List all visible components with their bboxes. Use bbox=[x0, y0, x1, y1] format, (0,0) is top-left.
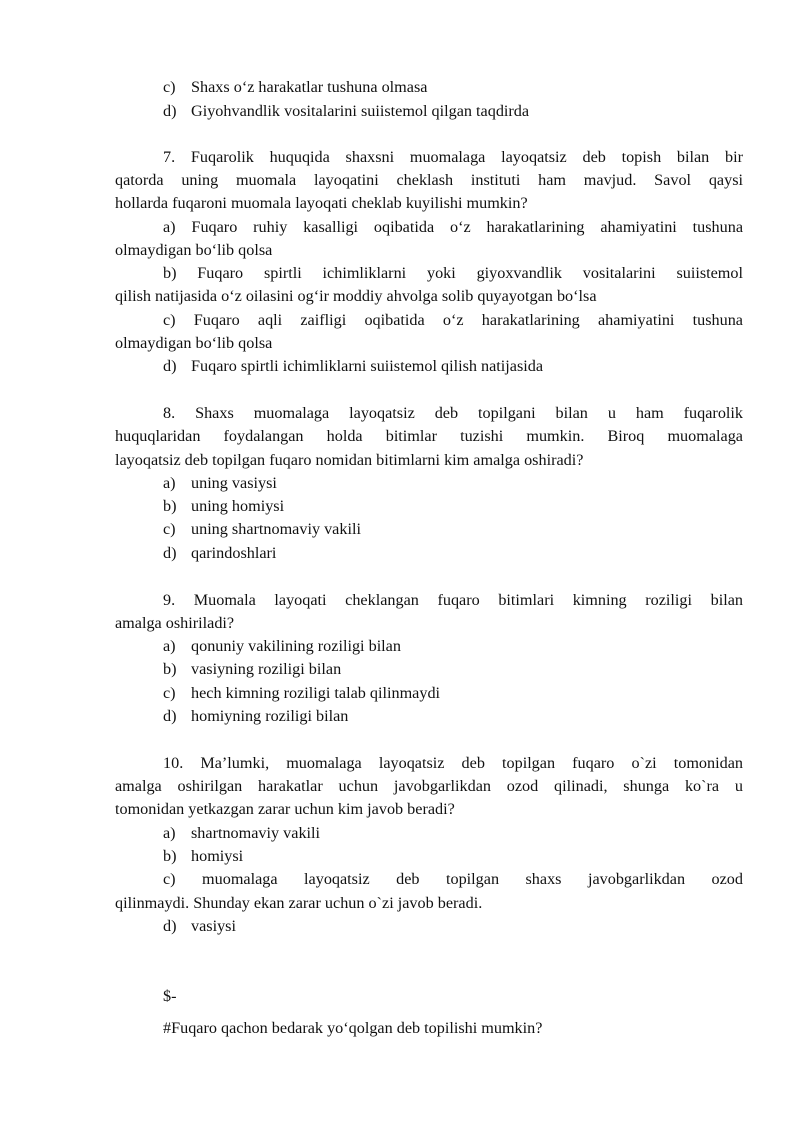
question-8-line-2: huquqlaridan foydalangan holda bitimlar tuzishi mumkin. Biroq muomalaga bbox=[115, 427, 743, 445]
option-text: uning vasiysi bbox=[191, 474, 277, 492]
option-letter: c) bbox=[163, 684, 176, 702]
option-letter: c) bbox=[163, 520, 176, 538]
list-item bbox=[163, 356, 743, 376]
option-letter: d) bbox=[163, 544, 177, 562]
list-item bbox=[163, 823, 743, 843]
option-text: shartnomaviy vakili bbox=[191, 824, 321, 842]
option-letter: d) bbox=[163, 707, 177, 725]
option-text: homiyning roziligi bilan bbox=[191, 707, 349, 725]
q7-option-a-line-1: a) Fuqaro ruhiy kasalligi oqibatida o‘z harakatlarining ahamiyatini tushuna bbox=[163, 218, 743, 236]
option-letter: b) bbox=[163, 847, 177, 865]
list-item bbox=[163, 659, 743, 679]
option-text: Giyohvandlik vositalarini suiistemol qilgan taqdirda bbox=[191, 102, 530, 120]
list-item bbox=[163, 916, 743, 936]
option-letter: d) bbox=[163, 357, 177, 375]
q7-option-b-line-2: qilish natijasida o‘z oilasini og‘ir moddiy ahvolga solib quyayotgan bo‘lsa bbox=[115, 287, 597, 305]
q7-option-b-line-1: b) Fuqaro spirtli ichimliklarni yoki giyoxvandlik vositalarini suiistemol bbox=[163, 264, 743, 282]
option-letter: a) bbox=[163, 474, 176, 492]
question-7-line-1: 7. Fuqarolik huquqida shaxsni muomalaga layoqatsiz deb topish bilan bir bbox=[163, 148, 743, 166]
option-text: homiysi bbox=[191, 847, 244, 865]
next-question-title: #Fuqaro qachon bedarak yo‘qolgan deb topilishi mumkin? bbox=[163, 1019, 543, 1037]
question-9-line-2: amalga oshiriladi? bbox=[115, 614, 235, 632]
option-text: uning homiysi bbox=[191, 497, 285, 515]
question-10-line-2: amalga oshirilgan harakatlar uchun javobgarlikdan ozod qilinadi, shunga ko`ra u bbox=[115, 777, 743, 795]
list-item bbox=[163, 77, 743, 97]
option-text: hech kimning roziligi talab qilinmaydi bbox=[191, 684, 441, 702]
list-item bbox=[163, 683, 743, 703]
q7-option-a-line-2: olmaydigan bo‘lib qolsa bbox=[115, 241, 273, 259]
option-letter: b) bbox=[163, 660, 177, 678]
option-text: vasiyning roziligi bilan bbox=[191, 660, 342, 678]
list-item bbox=[163, 101, 743, 121]
option-letter: b) bbox=[163, 497, 177, 515]
option-text: Shaxs o‘z harakatlar tushuna olmasa bbox=[191, 78, 428, 96]
list-item bbox=[163, 519, 743, 539]
question-7-line-2: qatorda uning muomala layoqatini cheklash instituti ham mavjud. Savol qaysi bbox=[115, 171, 743, 189]
q7-option-c-line-1: c) Fuqaro aqli zaifligi oqibatida o‘z harakatlarining ahamiyatini tushuna bbox=[163, 311, 743, 329]
list-item bbox=[163, 636, 743, 656]
option-text: Fuqaro spirtli ichimliklarni suiistemol qilish natijasida bbox=[191, 357, 544, 375]
option-text: qarindoshlari bbox=[191, 544, 277, 562]
q10-option-c-line-1: c) muomalaga layoqatsiz deb topilgan shaxs javobgarlikdan ozod bbox=[163, 870, 743, 888]
question-8-line-3: layoqatsiz deb topilgan fuqaro nomidan bitimlarni kim amalga oshiradi? bbox=[115, 451, 584, 469]
option-text: uning shartnomaviy vakili bbox=[191, 520, 361, 538]
question-7-line-3: hollarda fuqaroni muomala layoqati cheklab kuyilishi mumkin? bbox=[115, 194, 528, 212]
list-item bbox=[163, 706, 743, 726]
q7-option-c-line-2: olmaydigan bo‘lib qolsa bbox=[115, 334, 273, 352]
question-9-line-1: 9. Muomala layoqati cheklangan fuqaro bitimlari kimning roziligi bilan bbox=[163, 591, 743, 609]
list-item bbox=[163, 473, 743, 493]
option-letter: d) bbox=[163, 102, 177, 120]
question-separator: $- bbox=[163, 987, 177, 1005]
option-letter: c) bbox=[163, 78, 176, 96]
question-10-line-3: tomonidan yetkazgan zarar uchun kim javob beradi? bbox=[115, 800, 455, 818]
q10-option-c-line-2: qilinmaydi. Shunday ekan zarar uchun o`zi javob beradi. bbox=[115, 894, 483, 912]
question-10-line-1: 10. Ma’lumki, muomalaga layoqatsiz deb topilgan fuqaro o`zi tomonidan bbox=[163, 754, 743, 772]
list-item bbox=[163, 846, 743, 866]
list-item bbox=[163, 496, 743, 516]
option-letter: a) bbox=[163, 637, 176, 655]
option-letter: d) bbox=[163, 917, 177, 935]
question-8-line-1: 8. Shaxs muomalaga layoqatsiz deb topilgani bilan u ham fuqarolik bbox=[163, 404, 743, 422]
option-text: qonuniy vakilining roziligi bilan bbox=[191, 637, 401, 655]
list-item bbox=[163, 543, 743, 563]
option-letter: a) bbox=[163, 824, 176, 842]
option-text: vasiysi bbox=[191, 917, 236, 935]
